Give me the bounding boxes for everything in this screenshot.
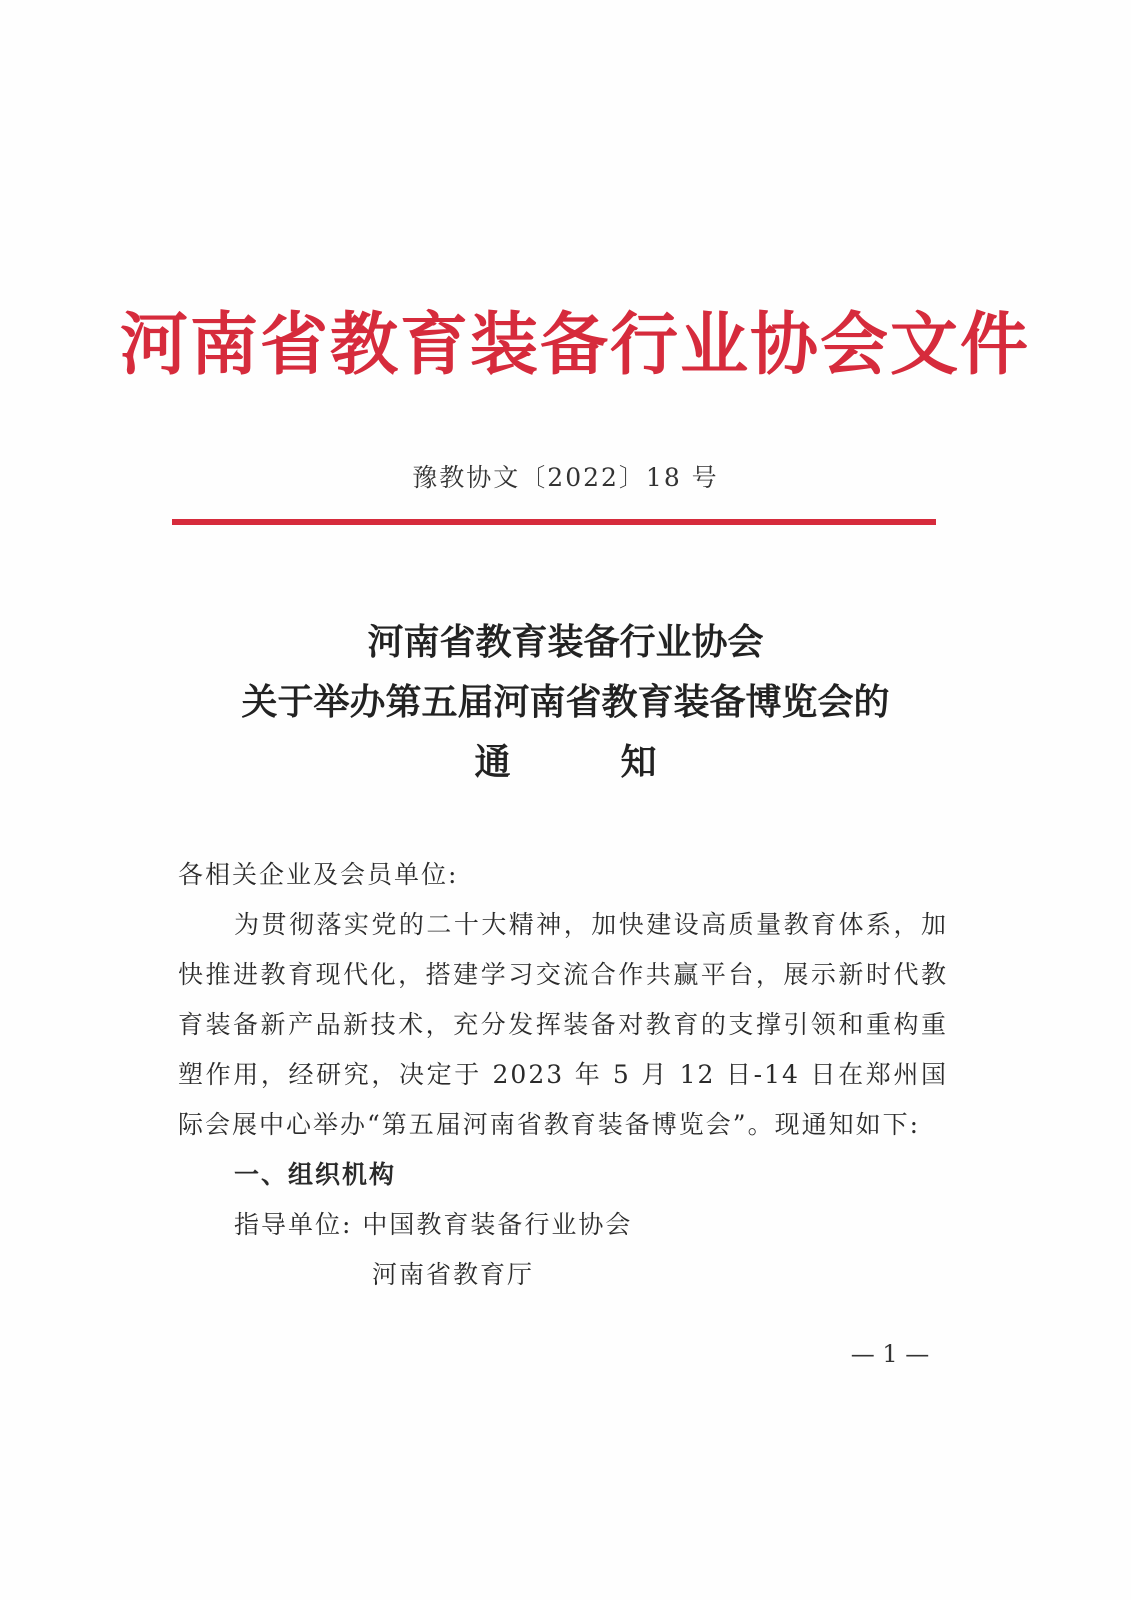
red-divider-rule <box>172 519 936 525</box>
page-number: — 1 — <box>850 1340 930 1368</box>
document-number: 豫教协文〔2022〕18 号 <box>412 463 719 492</box>
title-line-1: 河南省教育装备行业协会 <box>367 621 764 663</box>
guiding-units-row <box>178 1200 948 1250</box>
notice-title <box>0 612 1131 792</box>
title-line-3: 通知 <box>474 741 767 783</box>
paragraph-intro: 为贯彻落实党的二十大精神，加快建设高质量教育体系，加快推进教育现代化，搭建学习交流合作共赢平台，展示新时代教育装备新产品新技术，充分发挥装备对教育的支撑引领和重构重塑作用，经研究，决定于 2023 年 5 月 12 日-14 日在郑州国际会展中心举办“第五届河南省教育装备博览会”。现通知如下: <box>178 910 948 1139</box>
guiding-unit-1: 中国教育装备行业协会 <box>362 1210 633 1239</box>
section-heading-organization: 一、组织机构 <box>234 1160 397 1189</box>
notice-body <box>178 850 948 1300</box>
title-line-2: 关于举办第五届河南省教育装备博览会的 <box>241 681 890 723</box>
masthead-title: 河南省教育装备行业协会文件 <box>120 305 1031 385</box>
salutation: 各相关企业及会员单位: <box>178 860 459 889</box>
guiding-label: 指导单位: <box>234 1210 353 1239</box>
guiding-unit-2: 河南省教育厅 <box>372 1260 535 1289</box>
